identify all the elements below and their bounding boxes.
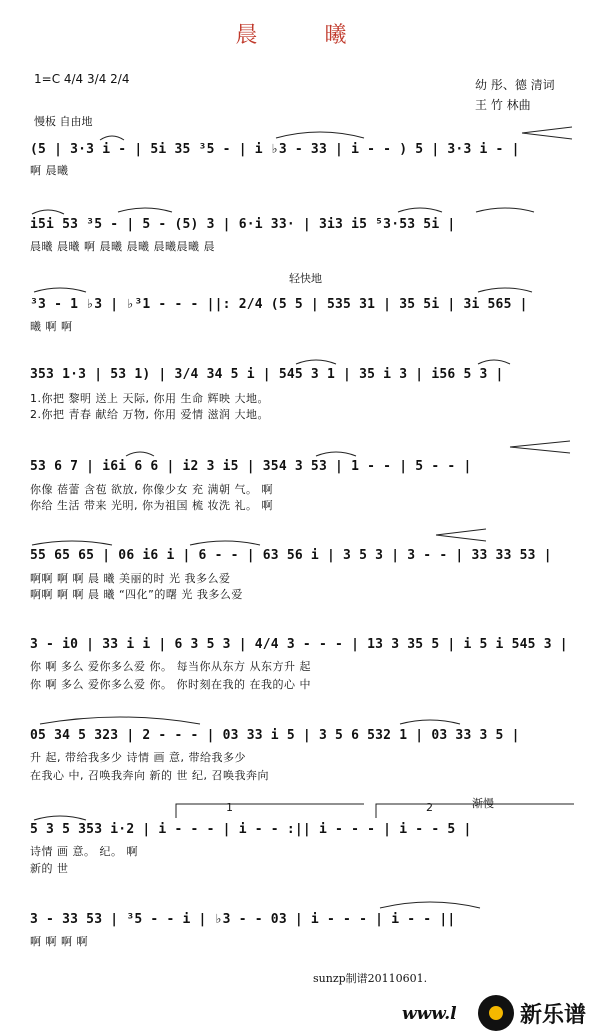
lyric-row-4a: 1.你把 黎明 送上 天际, 你用 生命 辉映 大地。 xyxy=(30,392,269,405)
slur-mark xyxy=(296,360,336,364)
notation-row-4: 353 1·3 | 53 1) | 3/4 34 5 i | 545 3 1 | 35 i 3 | i56 5 3 | xyxy=(30,367,504,382)
lyric-row-7b: 你 啊 多么 爱你多么爱 你。 你时刻在我的 在我的心 中 xyxy=(30,678,311,691)
slur-mark xyxy=(400,720,460,724)
lyric-row-3: 曦 啊 啊 xyxy=(30,320,73,333)
slur-mark xyxy=(398,208,442,212)
tempo-intro: 慢板 自由地 xyxy=(34,115,93,128)
volta-1-bracket xyxy=(176,804,364,818)
slur-mark xyxy=(190,541,260,545)
lyric-row-4b: 2.你把 青春 献给 万物, 你用 爱情 滋润 大地。 xyxy=(30,408,269,421)
notation-row-6: 55 65 65 | 06 i6 i | 6 - - | 63 56 i | 3 5 3 | 3 - - | 33 33 53 | xyxy=(30,548,552,563)
lyric-row-6b: 啊啊 啊 啊 晨 曦 “四化”的曙 光 我多么爱 xyxy=(30,588,243,601)
notation-row-8: 05 34 5 323 | 2 - - - | 03 33 i 5 | 3 5 6 532 1 | 03 33 3 5 | xyxy=(30,728,520,743)
site-logo-text: 新乐谱 xyxy=(520,1003,587,1028)
lyric-row-8a: 升 起, 带给我多少 诗情 画 意, 带给我多少 xyxy=(30,751,246,764)
lyricist-credit: 幼 彤、德 清词 xyxy=(475,78,555,92)
slur-mark xyxy=(34,288,86,292)
slur-mark xyxy=(478,360,510,364)
tempo-rit: 渐慢 xyxy=(472,797,494,810)
slur-mark xyxy=(100,136,124,140)
slur-mark xyxy=(478,288,532,292)
slur-mark xyxy=(126,452,154,456)
lyric-row-9b: 新的 世 xyxy=(30,862,69,875)
lyric-row-7a: 你 啊 多么 爱你多么爱 你。 每当你从东方 从东方升 起 xyxy=(30,660,311,673)
site-url: www.l xyxy=(402,1004,457,1024)
lyric-row-5a: 你像 蓓蕾 含苞 欲放, 你像少女 充 满朝 气。 啊 xyxy=(30,483,273,496)
transcriber-credit: sunzp制谱20110601. xyxy=(313,972,428,985)
slur-mark xyxy=(118,208,172,212)
lyric-row-10: 啊 啊 啊 啊 xyxy=(30,935,88,948)
slur-mark xyxy=(476,208,534,212)
lyric-row-1: 啊 晨曦 xyxy=(30,164,69,177)
lyric-row-5b: 你给 生活 带来 光明, 你为祖国 梳 妆洗 礼。 啊 xyxy=(30,499,273,512)
notation-row-9: 5 3 5 353 i·2 | i - - - | i - - :|| i - - - | i - - 5 | xyxy=(30,822,472,837)
crescendo-mark xyxy=(436,529,486,541)
slur-mark xyxy=(276,132,364,138)
notation-row-7: 3 - i0 | 33 i i | 6 3 5 3 | 4/4 3 - - - | 13 3 35 5 | i 5 i 545 3 | xyxy=(30,637,568,652)
lyric-row-9a: 诗情 画 意。 纪。 啊 xyxy=(30,845,138,858)
notation-row-10: 3 - 33 53 | ³5 - - i | ♭3 - - 03 | i - - - | i - - || xyxy=(30,912,456,927)
slur-mark xyxy=(32,210,64,214)
volta-2-number: 2 xyxy=(426,801,433,814)
composer-credit: 王 竹 林曲 xyxy=(475,98,531,112)
slur-mark xyxy=(380,902,480,908)
slur-mark xyxy=(40,717,200,724)
crescendo-mark xyxy=(510,441,570,453)
page-title: 晨 曦 xyxy=(235,23,377,48)
logo-disc-icon xyxy=(478,995,514,1031)
key-signature: 1=C 4/4 3/4 2/4 xyxy=(34,72,130,86)
notation-row-1: (5 | 3·3 i - | 5i 35 ³5 - | i ♭3 - 33 | i - - ) 5 | 3·3 i - | xyxy=(30,142,520,157)
notation-row-3: ³3 - 1 ♭3 | ♭³1 - - - ||: 2/4 (5 5 | 535 31 | 35 5i | 3i 565 | xyxy=(30,297,528,312)
notation-row-2: i5i 53 ³5 - | 5 - (5) 3 | 6·i 33· | 3i3 i5 ⁵3·53 5i | xyxy=(30,217,456,232)
slur-mark xyxy=(34,816,86,820)
tempo-light: 轻快地 xyxy=(289,272,322,285)
volta-1-number: 1 xyxy=(226,801,233,814)
volta-2-bracket xyxy=(376,804,574,818)
slur-mark xyxy=(32,541,112,545)
lyric-row-6a: 啊啊 啊 啊 晨 曦 美丽的时 光 我多么爱 xyxy=(30,572,231,585)
crescendo-mark xyxy=(522,127,572,139)
lyric-row-8b: 在我心 中, 召唤我奔向 新的 世 纪, 召唤我奔向 xyxy=(30,769,269,782)
lyric-row-2: 晨曦 晨曦 啊 晨曦 晨曦 晨曦晨曦 晨 xyxy=(30,240,215,253)
slur-mark xyxy=(316,452,356,456)
notation-row-5: 53 6 7 | i6i 6 6 | i2 3 i5 | 354 3 53 | 1 - - | 5 - - | xyxy=(30,459,472,474)
